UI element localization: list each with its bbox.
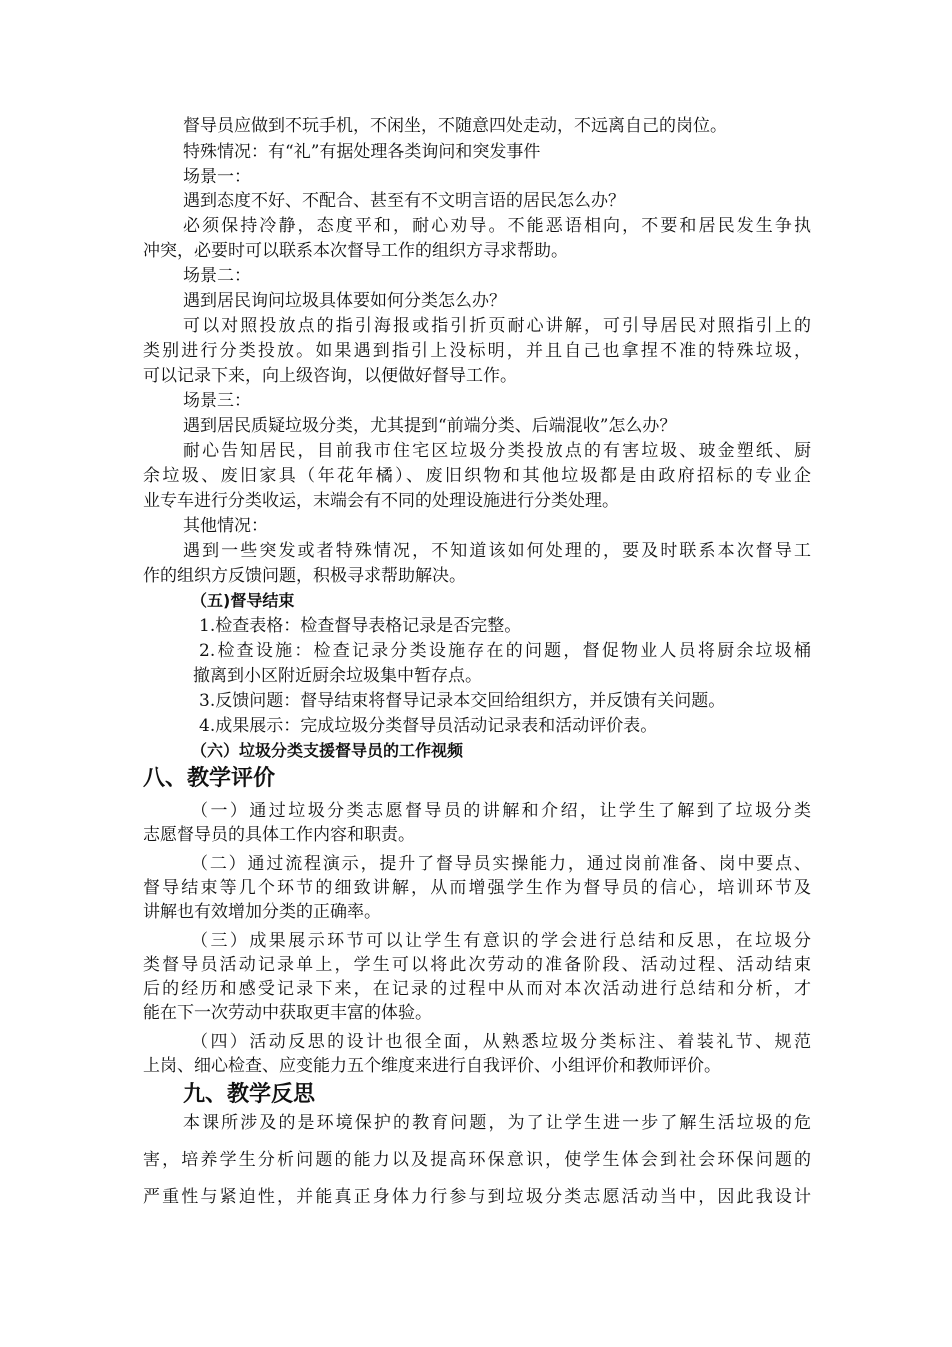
chapter-heading-teaching-reflection: 九、教学反思 [183,1082,316,1107]
paragraph-line: 遇到一些突发或者特殊情况，不知道该如何处理的，要及时联系本次督导工 [183,541,811,561]
chapter-heading-teaching-evaluation: 八、教学评价 [143,766,276,791]
paragraph-line: 可以对照投放点的指引海报或指引折页耐心讲解，可引导居民对照指引上的 [183,316,811,336]
list-item: 1.检查表格：检查督导表格记录是否完整。 [199,616,522,636]
paragraph-line: 遇到态度不好、不配合、甚至有不文明言语的居民怎么办？ [183,191,625,211]
paragraph-line: 业专车进行分类收运，末端会有不同的处理设施进行分类处理。 [143,491,619,511]
paragraph-line: 害，培养学生分析问题的能力以及提高环保意识，使学生体会到社会环保问题的 [143,1150,811,1170]
list-item: 4.成果展示：完成垃圾分类督导员活动记录表和活动评价表。 [199,716,658,736]
paragraph-line: 场景一： [183,167,251,187]
paragraph-line: 能在下一次劳动中获取更丰富的体验。 [143,1003,432,1023]
paragraph-line: 督导员应做到不玩手机，不闲坐，不随意四处走动，不远离自己的岗位。 [183,116,727,136]
list-item: 2.检查设施：检查记录分类设施存在的问题，督促物业人员将厨余垃圾桶 [199,641,811,661]
paragraph-line: 类督导员活动记录单上，学生可以将此次劳动的准备阶段、活动过程、活动结束 [143,955,811,975]
paragraph-line: 严重性与紧迫性，并能真正身体力行参与到垃圾分类志愿活动当中，因此我设计 [143,1187,811,1207]
list-item: 3.反馈问题：督导结束将督导记录本交回给组织方，并反馈有关问题。 [199,691,726,711]
section-heading-6: （六）垃圾分类支援督导员的工作视频 [191,741,464,760]
paragraph-line: 可以记录下来，向上级咨询，以便做好督导工作。 [143,366,517,386]
paragraph-line: 督导结束等几个环节的细致讲解，从而增强学生作为督导员的信心，培训环节及 [143,878,811,898]
paragraph-line: 讲解也有效增加分类的正确率。 [143,902,381,922]
paragraph-line: （一）通过垃圾分类志愿督导员的讲解和介绍，让学生了解到了垃圾分类 [191,801,811,821]
list-item-continuation: 撤离到小区附近厨余垃圾集中暂存点。 [193,666,482,686]
paragraph-line: 上岗、细心检查、应变能力五个维度来进行自我评价、小组评价和教师评价。 [143,1056,721,1076]
paragraph-line: 类别进行分类投放。如果遇到指引上没标明，并且自己也拿捏不准的特殊垃圾， [143,341,811,361]
paragraph-line: 场景二： [183,266,251,286]
paragraph-line: （三）成果展示环节可以让学生有意识的学会进行总结和反思，在垃圾分 [191,931,811,951]
paragraph-line: （二）通过流程演示，提升了督导员实操能力，通过岗前准备、岗中要点、 [191,854,811,874]
paragraph-line: 遇到居民询问垃圾具体要如何分类怎么办？ [183,291,506,311]
paragraph-line: 耐心告知居民，目前我市住宅区垃圾分类投放点的有害垃圾、玻金塑纸、厨 [183,441,811,461]
section-heading-5: （五)督导结束 [191,591,295,610]
paragraph-line: 作的组织方反馈问题，积极寻求帮助解决。 [143,566,466,586]
paragraph-line: （四）活动反思的设计也很全面，从熟悉垃圾分类标注、着装礼节、规范 [191,1032,811,1052]
paragraph-line: 本课所涉及的是环境保护的教育问题，为了让学生进一步了解生活垃圾的危 [183,1113,811,1133]
paragraph-line: 其他情况： [183,516,268,536]
paragraph-line: 冲突，必要时可以联系本次督导工作的组织方寻求帮助。 [143,241,568,261]
paragraph-line: 后的经历和感受记录下来，在记录的过程中从而对本次活动进行总结和分析，才 [143,979,811,999]
paragraph-line: 特殊情况：有“礼”有据处理各类询问和突发事件 [183,142,541,162]
paragraph-line: 场景三： [183,391,251,411]
paragraph-line: 志愿督导员的具体工作内容和职责。 [143,825,415,845]
paragraph-line: 必须保持冷静，态度平和，耐心劝导。不能恶语相向，不要和居民发生争执 [183,216,811,236]
paragraph-line: 余垃圾、废旧家具（年花年橘）、废旧织物和其他垃圾都是由政府招标的专业企 [143,466,811,486]
paragraph-line: 遇到居民质疑垃圾分类，尤其提到“前端分类、后端混收”怎么办？ [183,416,677,436]
